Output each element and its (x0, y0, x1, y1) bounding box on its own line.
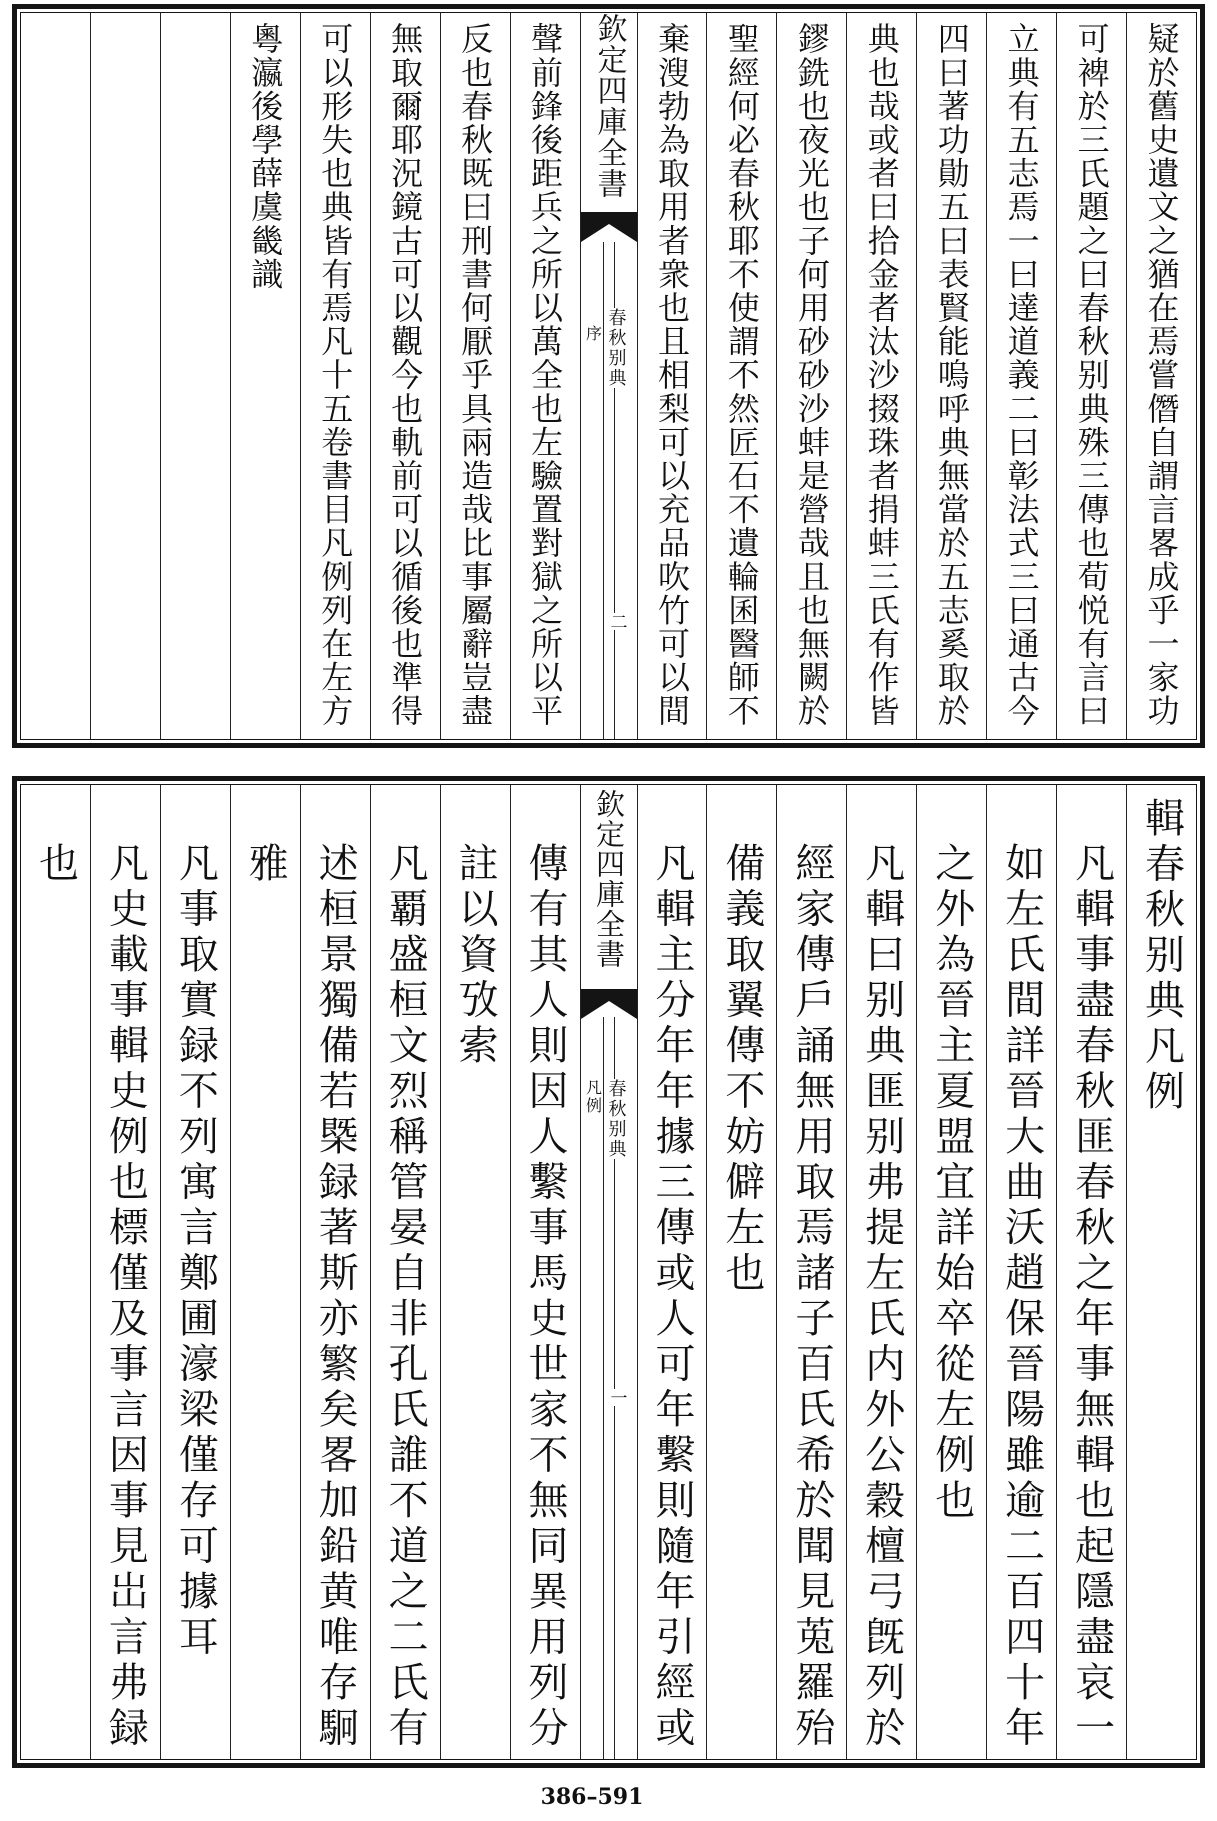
fanli-column (440, 785, 510, 1759)
blank-column (90, 13, 160, 739)
signature-column (230, 13, 300, 739)
column-text: 反也春秋既曰刑書何厭乎具兩造哉比事屬辭豈盡 (456, 22, 495, 728)
fanli-column (300, 785, 370, 1759)
column-text: 經家傳戶誦無用取焉諸子百氏希於聞見莵羅殆 (788, 842, 835, 1752)
upper-columns (21, 13, 1196, 739)
preface-column (916, 13, 986, 739)
column-text: 凡事取實録不列寓言鄭圃濠梁僅存可據耳 (172, 842, 219, 1661)
fishtail-mark (581, 989, 637, 1019)
column-text: 雅 (242, 842, 289, 888)
preface-column (706, 13, 776, 739)
column-text: 典也哉或者曰拾金者汰沙掇珠者捐蚌三氏有作皆 (862, 22, 901, 728)
fanli-title: 輯春秋别典凡例 (1138, 797, 1185, 1116)
column-text: 聖經何必春秋耶不使謂不然匠石不遺輪囷醫師不 (722, 22, 761, 728)
preface-column (776, 13, 846, 739)
fanli-column (90, 785, 160, 1759)
blank-column (21, 13, 90, 739)
column-text: 凡覇盛桓文烈稱管晏自非孔氏誰不道之二氏有 (382, 842, 429, 1752)
column-text: 備義取翼傳不妨僻左也 (718, 842, 765, 1297)
banxin-section-label: 序 (583, 325, 603, 343)
blank-column (160, 13, 230, 739)
banxin-section-label: 凡例 (583, 1079, 603, 1115)
preface-column (846, 13, 916, 739)
fanli-title-column (1126, 785, 1196, 1759)
fanli-column (510, 785, 580, 1759)
fanli-column (706, 785, 776, 1759)
column-text: 四曰著功勛五曰表賢能嗚呼典無當於五志奚取於 (932, 22, 971, 728)
fanli-column (776, 785, 846, 1759)
preface-column (1126, 13, 1196, 739)
column-text: 凡輯事盡春秋匪春秋之年事無輯也起隱盡哀一 (1068, 842, 1115, 1752)
lower-half-page (12, 776, 1205, 1768)
lower-frame (20, 784, 1197, 1760)
column-text: 可裨於三氏題之曰春秋别典殊三傳也荀悦有言曰 (1072, 22, 1111, 728)
column-text: 凡輯主分年年據三傳或人可年繫則隨年引經或 (648, 842, 695, 1752)
banxin-book-title: 春秋别典 (605, 1079, 627, 1159)
fanli-column (370, 785, 440, 1759)
fishtail-mark (581, 212, 637, 242)
fanli-column (846, 785, 916, 1759)
banxin-book-title: 春秋别典 (605, 308, 627, 388)
preface-column (300, 13, 370, 739)
column-text: 凡史載事輯史例也標僅及事言因事見岀言弗録 (102, 842, 149, 1752)
fanli-column (637, 785, 707, 1759)
column-text: 聲前鋒後距兵之所以萬全也左驗置對獄之所以平 (526, 22, 565, 728)
upper-half-page (12, 4, 1205, 748)
preface-column (440, 13, 510, 739)
banxin-center-fold (580, 13, 637, 739)
fanli-column (1056, 785, 1126, 1759)
column-text: 棄溲勃為取用者衆也且相梨可以充品吹竹可以間 (652, 22, 691, 728)
column-text: 傳有其人則因人繫事馬史世家不無同異用列分 (522, 842, 569, 1752)
column-text: 述桓景獨備若槩録著斯亦繁矣畧加鉛黄唯存駉 (312, 842, 359, 1752)
preface-column (510, 13, 580, 739)
fanli-column (160, 785, 230, 1759)
banxin-leaf-number: 二 (606, 613, 627, 630)
fanli-column (986, 785, 1056, 1759)
column-text: 如左氏間詳晉大曲沃趙保晉陽雖逾二百四十年 (998, 842, 1045, 1752)
column-text: 之外為晉主夏盟宜詳始卒從左例也 (928, 842, 975, 1525)
lower-columns (21, 785, 1196, 1759)
upper-frame (20, 12, 1197, 740)
column-text: 可以形失也典皆有焉凡十五卷書目凡例列在左方 (316, 22, 355, 728)
page-number: 386–591 (540, 1784, 644, 1810)
fanli-column (21, 785, 90, 1759)
author-signature: 粵瀛後學薛虞畿識 (246, 22, 285, 291)
banxin-title: 欽定四庫全書 (591, 13, 627, 199)
column-text: 註以資攷索 (452, 842, 499, 1070)
fanli-column (916, 785, 986, 1759)
preface-column (1056, 13, 1126, 739)
column-text: 也 (32, 842, 79, 888)
preface-column (637, 13, 707, 739)
preface-column (370, 13, 440, 739)
banxin-title: 欽定四庫全書 (592, 789, 626, 969)
banxin-center-fold (580, 785, 637, 1759)
column-text: 疑於舊史遺文之猶在焉嘗僭自謂言畧成乎一家功 (1142, 22, 1181, 728)
column-text: 鏐銑也夜光也子何用砂砂沙蚌是營哉且也無闕於 (792, 22, 831, 728)
column-text: 凡輯曰别典匪别弗提左氏内外公穀檀弓旣列於 (858, 842, 905, 1752)
column-text: 無取爾耶況鏡古可以觀今也軌前可以循後也準得 (386, 22, 425, 728)
fanli-column (230, 785, 300, 1759)
preface-column (986, 13, 1056, 739)
banxin-leaf-number: 一 (606, 1389, 627, 1406)
column-text: 立典有五志焉一曰達道義二曰彰法式三曰通古今 (1002, 22, 1041, 728)
